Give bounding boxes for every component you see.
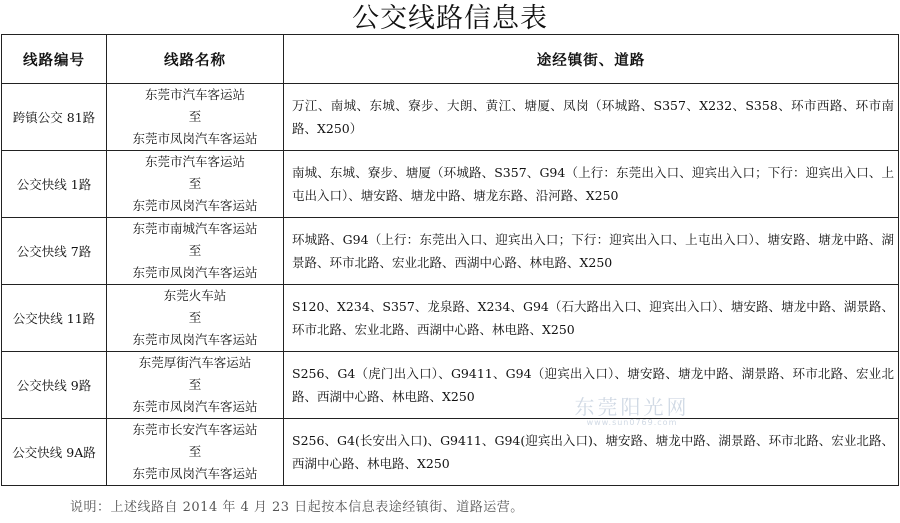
table-header-row	[2, 35, 899, 84]
line-destination: 东莞市凤岗汽车客运站	[132, 265, 258, 280]
line-to: 至	[188, 377, 202, 392]
line-origin: 东莞厚街汽车客运站	[138, 355, 252, 370]
watermark-text: 东莞阳光网	[574, 395, 690, 419]
line-route: S256、G4（虎门出入口）、G9411、G94（迎宾出入口）、塘安路、塘龙中路、湖景路、环市北路、宏业北路、西湖中心路、林电路、X250	[284, 352, 899, 419]
line-origin: 东莞火车站	[163, 288, 227, 303]
header-line-number: 线路编号	[2, 35, 107, 84]
line-destination: 东莞市凤岗汽车客运站	[132, 131, 258, 146]
header-route: 途经镇街、道路	[284, 35, 899, 84]
watermark-url: www.sun0769.com	[586, 418, 678, 427]
line-name	[107, 352, 284, 419]
table-row	[2, 352, 899, 419]
line-code: 公交快线 9路	[2, 352, 107, 419]
line-route: 南城、东城、寮步、塘厦（环城路、S357、G94（上行：东莞出入口、迎宾出入口；下行：迎宾出入口、上屯出入口）、塘安路、塘龙中路、塘龙东路、沿河路、X250	[284, 151, 899, 218]
line-to: 至	[188, 444, 202, 459]
line-origin: 东莞市汽车客运站	[144, 154, 245, 169]
line-to: 至	[188, 109, 202, 124]
line-origin: 东莞市南城汽车客运站	[132, 221, 258, 236]
table-row	[2, 285, 899, 352]
table-row	[2, 84, 899, 151]
line-code: 公交快线 1路	[2, 151, 107, 218]
line-origin: 东莞市长安汽车客运站	[132, 422, 258, 437]
line-route: 环城路、G94（上行：东莞出入口、迎宾出入口；下行：迎宾出入口、上屯出入口）、塘安路、塘龙中路、湖景路、环市北路、宏业北路、西湖中心路、林电路、X250	[284, 218, 899, 285]
table-row	[2, 151, 899, 218]
table-row	[2, 419, 899, 486]
line-name	[107, 285, 284, 352]
footnote: 说明：上述线路自 2014 年 4 月 23 日起按本信息表途经镇街、道路运营。	[70, 500, 524, 515]
line-to: 至	[188, 243, 202, 258]
line-code: 公交快线 7路	[2, 218, 107, 285]
line-destination: 东莞市凤岗汽车客运站	[132, 466, 258, 481]
table-row	[2, 218, 899, 285]
line-to: 至	[188, 176, 202, 191]
line-route: 万江、南城、东城、寮步、大朗、黄江、塘厦、凤岗（环城路、S357、X232、S358、环市西路、环市南路、X250）	[284, 84, 899, 151]
line-destination: 东莞市凤岗汽车客运站	[132, 198, 258, 213]
line-name	[107, 151, 284, 218]
header-line-name: 线路名称	[107, 35, 284, 84]
line-route: S120、X234、S357、龙泉路、X234、G94（石大路出入口、迎宾出入口）、塘安路、塘龙中路、湖景路、环市北路、宏业北路、西湖中心路、林电路、X250	[284, 285, 899, 352]
line-destination: 东莞市凤岗汽车客运站	[132, 399, 258, 414]
line-name	[107, 419, 284, 486]
line-name	[107, 218, 284, 285]
page-title: 公交线路信息表	[352, 3, 548, 34]
line-to: 至	[188, 310, 202, 325]
line-destination: 东莞市凤岗汽车客运站	[132, 332, 258, 347]
line-name	[107, 84, 284, 151]
line-code: 跨镇公交 81路	[2, 84, 107, 151]
line-origin: 东莞市汽车客运站	[144, 87, 245, 102]
line-code: 公交快线 11路	[2, 285, 107, 352]
route-info-table	[1, 34, 899, 486]
line-code: 公交快线 9A路	[2, 419, 107, 486]
line-route: S256、G4(长安出入口)、G9411、G94(迎宾出入口)、塘安路、塘龙中路、湖景路、环市北路、宏业北路、西湖中心路、林电路、X250	[284, 419, 899, 486]
